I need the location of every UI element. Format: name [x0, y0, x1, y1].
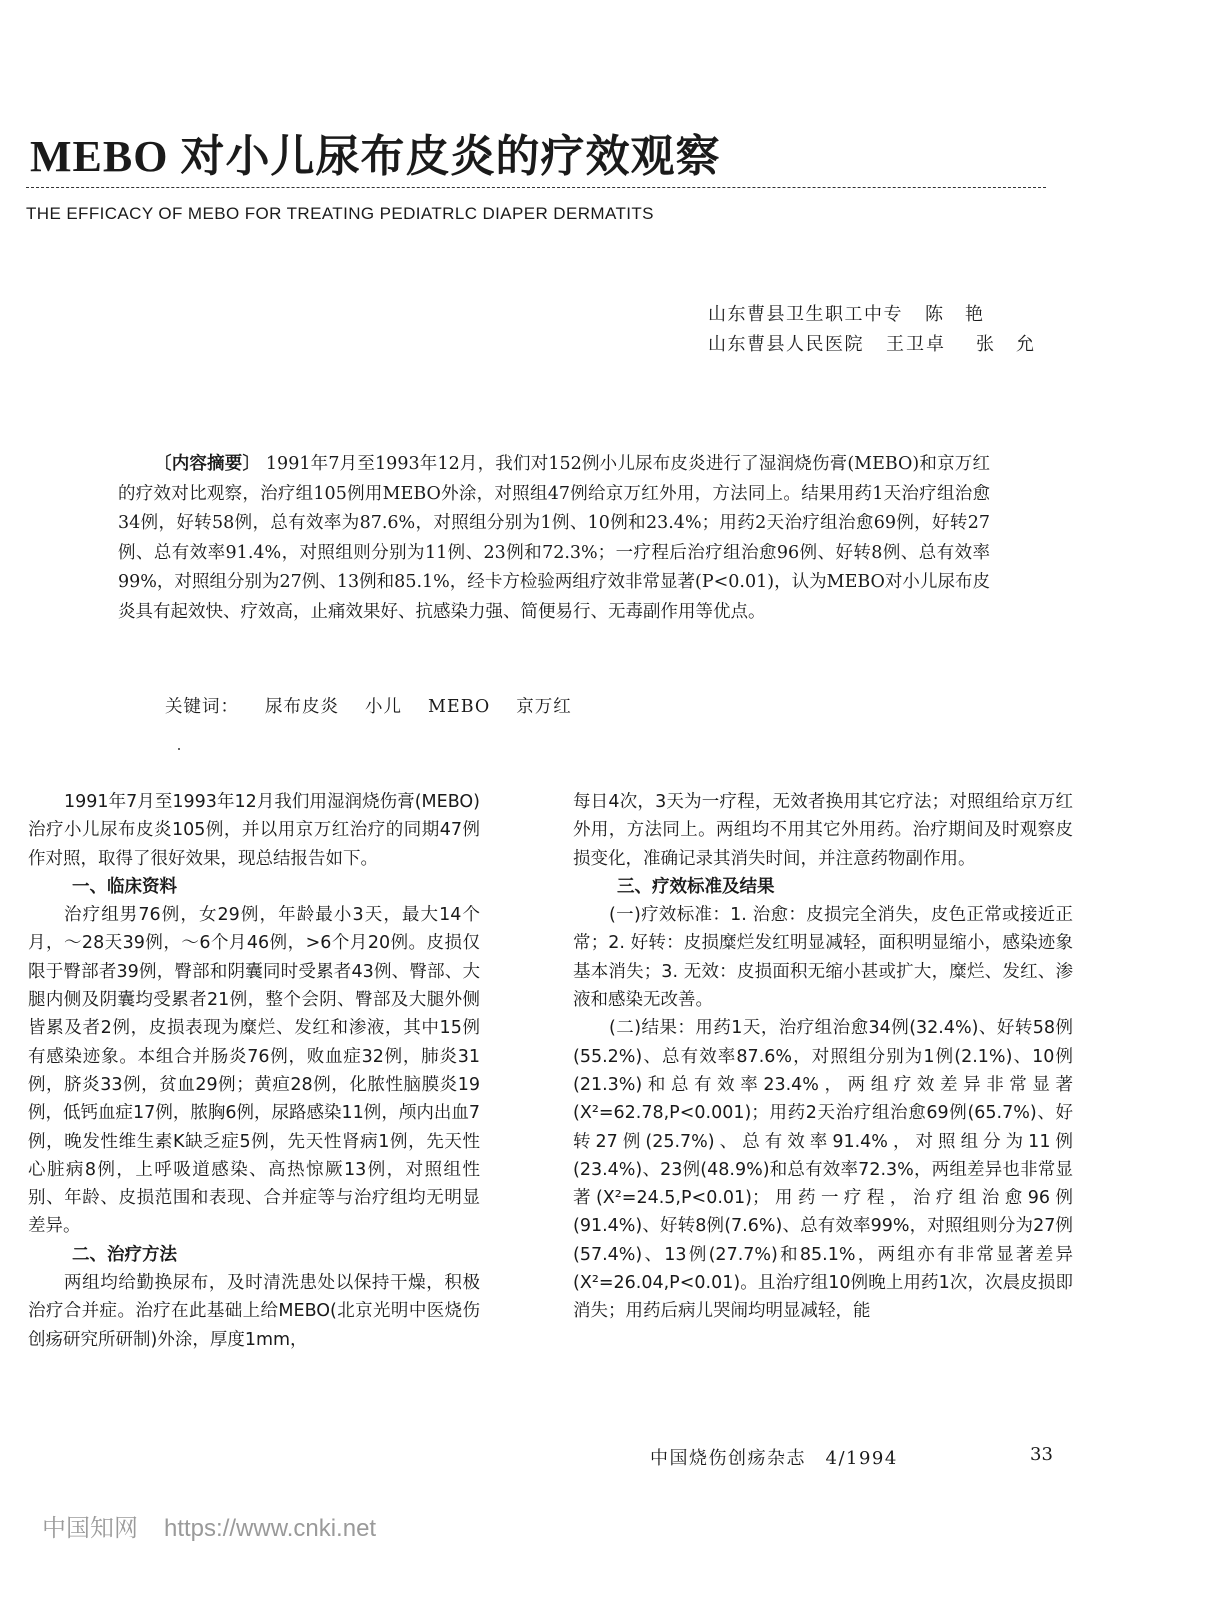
journal-footer: 中国烧伤创疡杂志 4/1994 [650, 1448, 898, 1469]
body-paragraph: (一)疗效标准：1. 治愈：皮损完全消失，皮色正常或接近正常；2. 好转：皮损糜烂发红明显减轻，面积明显缩小，感染迹象基本消失；3. 无效：皮损面积无缩小甚或扩大，糜烂、发红、渗液和感染无改善。 [573, 905, 1073, 1011]
keyword: MEBO [428, 697, 491, 717]
keyword: 小儿 [365, 697, 402, 717]
author-name: 张 允 [976, 334, 1036, 355]
keyword: 尿布皮炎 [265, 697, 339, 717]
author-line-2 [708, 330, 1036, 356]
section-heading: 二、治疗方法 [72, 1244, 177, 1265]
institution: 山东曹县卫生职工中专 [708, 304, 903, 325]
body-column-left [28, 788, 480, 1354]
keywords-label: 关键词： [165, 697, 239, 717]
abstract-label: 〔内容摘要〕 [154, 454, 261, 474]
body-paragraph: 两组均给勤换尿布，及时清洗患处以保持干燥，积极治疗合并症。治疗在此基础上给MEBO(北京光明中医烧伤创疡研究所研制)外涂，厚度1mm， [28, 1273, 480, 1350]
body-paragraph: (二)结果：用药1天，治疗组治愈34例(32.4%)、好转58例(55.2%)、总有效率87.6%，对照组分别为1例(2.1%)、10例(21.3%)和总有效率23.4%，两组疗效差异非常显著(X²=62.78,P<0.001)；用药2天治疗组治愈69例(65.7%)、好转27例(25.7%)、总有效率91.4%，对照组分为11例(23.4%)、23例(48.9%)和总有效率72.3%，两组差异也非常显著(X²=24.5,P<0.01)；用药一疗程，治疗组治愈96例(91.4%)、好转8例(7.6%)、总有效率99%，对照组则分为27例(57.4%)、13例(27.7%)和85.1%，两组亦有非常显著差异(X²=26.04,P<0.01)。且治疗组10例晚上用药1次，次晨皮损即消失；用药后病儿哭闹均明显减轻，能 [573, 1018, 1073, 1322]
author-line-1 [708, 300, 985, 326]
abstract-text: 1991年7月至1993年12月，我们对152例小儿尿布皮炎进行了湿润烧伤膏(MEBO)和京万红的疗效对比观察，治疗组105例用MEBO外涂，对照组47例给京万红外用，方法同上。结果用药1天治疗组治愈34例，好转58例，总有效率为87.6%，对照组分别为1例、10例和23.4%；用药2天治疗组治愈69例，好转27例、总有效率91.4%，对照组则分别为11例、23例和72.3%；一疗程后治疗组治愈96例、好转8例、总有效率99%，对照组分别为27例、13例和85.1%，经卡方检验两组疗效非常显著(P<0.01)，认为MEBO对小儿尿布皮炎具有起效快、疗效高，止痛效果好、抗感染力强、简便易行、无毒副作用等优点。 [118, 454, 990, 622]
scan-speck [178, 748, 180, 750]
body-paragraph: 治疗组男76例，女29例，年龄最小3天，最大14个月，～28天39例，～6个月46例，>6个月20例。皮损仅限于臀部者39例，臀部和阴囊同时受累者43例、臀部、大腿内侧及阴囊均受累者21例，整个会阴、臀部及大腿外侧皆累及者2例，皮损表现为糜烂、发红和渗液，其中15例有感染迹象。本组合并肠炎76例，败血症32例，肺炎31例，脐炎33例，贫血29例；黄疸28例，化脓性脑膜炎19例，低钙血症17例，脓胸6例，尿路感染11例，颅内出血7例，晚发性维生素K缺乏症5例，先天性肾病1例，先天性心脏病8例，上呼吸道感染、高热惊厥13例，对照组性别、年龄、皮损范围和表现、合并症等与治疗组均无明显差异。 [28, 905, 480, 1237]
body-paragraph: 每日4次，3天为一疗程，无效者换用其它疗法；对照组给京万红外用，方法同上。两组均不用其它外用药。治疗期间及时观察皮损变化，准确记录其消失时间，并注意药物副作用。 [573, 792, 1073, 869]
keyword: 京万红 [516, 697, 572, 717]
body-column-right [573, 788, 1073, 1326]
author-name: 陈 艳 [925, 304, 985, 325]
abstract [118, 450, 990, 627]
cnki-watermark [42, 1508, 376, 1543]
english-title: THE EFFICACY OF MEBO FOR TREATING PEDIATRLC DIAPER DERMATITS [26, 204, 654, 223]
page-number: 33 [1030, 1444, 1053, 1465]
watermark-url: https://www.cnki.net [164, 1515, 377, 1542]
institution: 山东曹县人民医院 [708, 334, 864, 355]
section-heading: 三、疗效标准及结果 [617, 876, 775, 897]
keywords [165, 693, 572, 718]
intro-paragraph: 1991年7月至1993年12月我们用湿润烧伤膏(MEBO)治疗小儿尿布皮炎105例，并以用京万红治疗的同期47例作对照，取得了很好效果，现总结报告如下。 [28, 792, 480, 869]
section-heading: 一、临床资料 [72, 876, 177, 897]
title-divider [26, 187, 1046, 188]
article-title: MEBO 对小儿尿布皮炎的疗效观察 [30, 132, 721, 181]
author-name: 王卫卓 [886, 334, 946, 355]
watermark-name: 中国知网 [42, 1515, 138, 1542]
